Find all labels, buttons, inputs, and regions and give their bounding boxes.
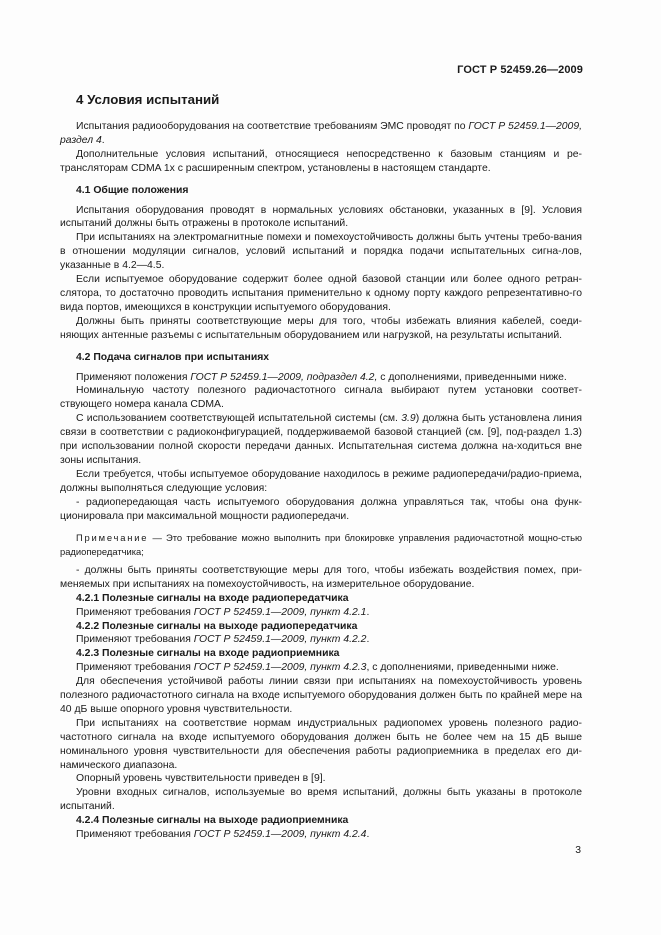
list-item: - должны быть приняты соответствующие меры для того, чтобы избежать воздействия помех, при-меняемых при испытаниях на помехоустойчивость, на измерительное оборудование. xyxy=(60,564,582,590)
subsection-4-2-4-heading: 4.2.4 Полезные сигналы на выходе радиоприемника xyxy=(76,815,349,827)
paragraph: Испытания радиооборудования на соответствие требованиям ЭМС проводят по ГОСТ Р 52459.1—2009, раздел 4. xyxy=(60,121,582,146)
subsection-4-2-3-heading: 4.2.3 Полезные сигналы на входе радиоприемника xyxy=(76,648,340,660)
paragraph: При испытаниях на соответствие нормам индустриальных радиопомех уровень полезного радио-частотного сигнала на входе испытуемого оборудования должен быть не более чем на 15 дБ выше номинального уровня чувствительности для обеспечения работы радиоприемника в пределах его ди-намического диапазона. xyxy=(60,717,582,771)
note: Примечание — Это требование можно выполнить при блокировке управления радиочастотной мощно-стью радиопередатчика; xyxy=(60,532,582,557)
standard-reference: ГОСТ Р 52459.1—2009, пункт 4.2.4 xyxy=(193,829,367,841)
subsection-4-2-2-heading: 4.2.2 Полезные сигналы на выходе радиопередатчика xyxy=(76,620,358,632)
paragraph: Применяют требования ГОСТ Р 52459.1—2009, пункт 4.2.2. xyxy=(76,634,370,646)
page-number: 3 xyxy=(575,845,581,856)
standard-reference: ГОСТ Р 52459.1—2009, пункт 4.2.1 xyxy=(193,606,367,618)
document-code: ГОСТ Р 52459.26—2009 xyxy=(457,64,583,76)
paragraph: При испытаниях на электромагнитные помехи и помехоустойчивость должны быть учтены требо-вания в отношении модуляции сигналов, условий испытаний и порядка подачи испытательных сигна-лов, указанные в 4.2—4.5. xyxy=(60,232,582,272)
paragraph: Если испытуемое оборудование содержит более одной базовой станции или более одного ретран-слятора, то достаточно проводить испытания применительно к одному порту каждого репрезентативно-го вида портов, имеющихся в конструкции испытуемого оборудования. xyxy=(60,274,582,313)
section-4-2-heading: 4.2 Подача сигналов при испытаниях xyxy=(76,351,270,363)
paragraph: Испытания оборудования проводят в нормальных условиях обстановки, указанных в [9]. Условия испытаний должны быть отражены в протоколе испытаний. xyxy=(60,204,582,230)
section-4-1-heading: 4.1 Общие положения xyxy=(76,184,189,196)
paragraph: Уровни входных сигналов, используемые во время испытаний, должны быть указаны в протоколе испытаний. xyxy=(60,787,582,813)
page-content xyxy=(60,92,582,842)
section-4-heading: 4 Условия испытаний xyxy=(76,92,220,107)
standard-reference: ГОСТ Р 52459.1—2009, подраздел 4.2, xyxy=(190,371,378,383)
paragraph: Применяют требования ГОСТ Р 52459.1—2009, пункт 4.2.1. xyxy=(76,606,370,618)
paragraph: Если требуется, чтобы испытуемое оборудование находилось в режиме радиопередачи/радио-приема, должны выполняться следующие условия: xyxy=(60,468,582,494)
paragraph: С использованием соответствующей испытательной системы (см. 3.9) должна быть установлена линия связи в соответствии с радиоконфигурацией, поддерживаемой базовой станцией (см. [9], под-раздел 1.3) при использовании полной скорости передачи данных. Испытательная система должна на-ходиться вне зоны испытания. xyxy=(60,413,582,466)
paragraph: Для обеспечения устойчивой работы линии связи при испытаниях на помехоустойчивость уровень полезного радиочастотного сигнала на входе испытуемого оборудования должен быть по крайней мере на 40 дБ выше опорного уровня чувствительности. xyxy=(60,676,582,715)
paragraph: Опорный уровень чувствительности приведен в [9]. xyxy=(76,773,326,785)
standard-reference: ГОСТ Р 52459.1—2009, пункт 4.2.3 xyxy=(193,662,367,674)
note-label: Примечание xyxy=(76,532,149,544)
paragraph: Номинальную частоту полезного радиочастотного сигнала выбирают путем установки соответ-ствующего номера канала CDMA. xyxy=(60,385,582,411)
paragraph: Должны быть приняты соответствующие меры для того, чтобы избежать влияния кабелей, соеди-няющих антенные разъемы с испытательным оборудованием или нагрузкой, на результаты испытаний. xyxy=(60,315,582,341)
list-item: - радиопередающая часть испытуемого оборудования должна управляться так, чтобы она функ-ционировала при максимальной мощности радиопередачи. xyxy=(60,496,582,522)
standard-reference: ГОСТ Р 52459.1—2009, раздел 4 xyxy=(60,121,582,146)
subsection-4-2-1-heading: 4.2.1 Полезные сигналы на входе радиопередатчика xyxy=(76,592,349,604)
paragraph: Применяют положения ГОСТ Р 52459.1—2009, подраздел 4.2, с дополнениями, приведенными ниже. xyxy=(76,371,567,383)
clause-reference: 3.9 xyxy=(401,413,416,425)
standard-reference: ГОСТ Р 52459.1—2009, пункт 4.2.2 xyxy=(193,634,367,646)
paragraph: Применяют требования ГОСТ Р 52459.1—2009, пункт 4.2.4. xyxy=(76,829,370,841)
paragraph: Применяют требования ГОСТ Р 52459.1—2009, пункт 4.2.3, с дополнениями, приведенными ниже. xyxy=(76,662,559,674)
paragraph: Дополнительные условия испытаний, относящиеся непосредственно к базовым станциям и ре-трансляторам CDMA 1x с расширенным спектром, установлены в настоящем стандарте. xyxy=(60,148,582,174)
